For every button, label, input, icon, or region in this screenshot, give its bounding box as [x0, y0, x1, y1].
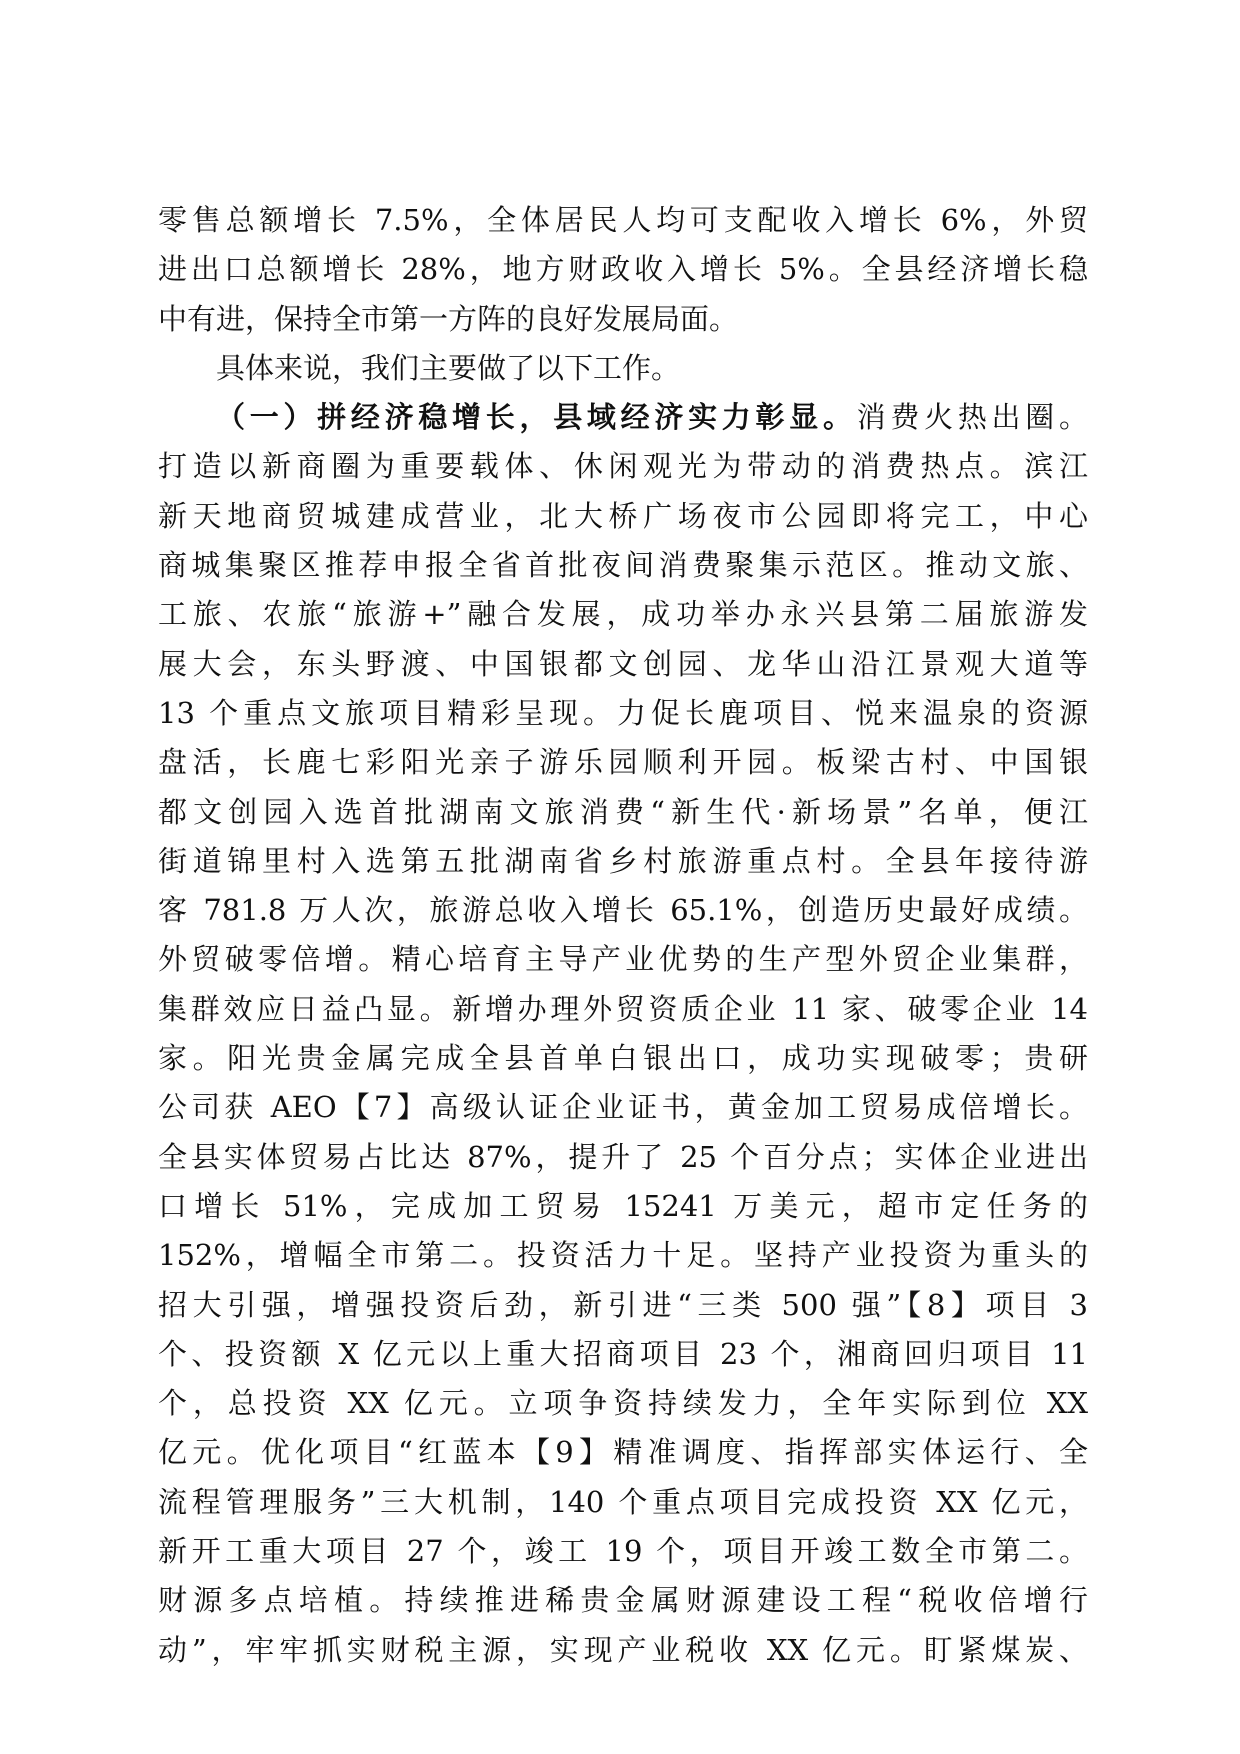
text-line: 亿元。优化项目“红蓝本【9】精准调度、指挥部实体运行、全	[158, 1435, 1088, 1470]
text-line: 集群效应日益凸显。新增办理外贸资质企业 11 家、破零企业 14	[158, 991, 1088, 1026]
text-line: 招大引强，增强投资后劲，新引进“三类 500 强”【8】项目 3	[158, 1287, 1088, 1322]
body-text	[158, 196, 1088, 1675]
paragraph-intro: 具体来说，我们主要做了以下工作。	[216, 350, 681, 385]
text-line: 打造以新商圈为重要载体、休闲观光为带动的消费热点。滨江	[158, 449, 1088, 484]
text-line: 客 781.8 万人次，旅游总收入增长 65.1%，创造历史最好成绩。	[158, 893, 1088, 928]
text-line: 家。阳光贵金属完成全县首单白银出口，成功实现破零；贵研	[158, 1041, 1088, 1076]
text-line: 消费火热出圈。	[856, 400, 1088, 435]
text-line: 动”，牢牢抓实财税主源，实现产业税收 XX 亿元。盯紧煤炭、	[158, 1632, 1088, 1667]
section-heading-line	[158, 393, 1088, 442]
text-line: 152%，增幅全市第二。投资活力十足。坚持产业投资为重头的	[158, 1238, 1088, 1273]
text-line: 新开工重大项目 27 个，竣工 19 个，项目开竣工数全市第二。	[158, 1534, 1088, 1569]
text-line: 工旅、农旅“旅游+”融合发展，成功举办永兴县第二届旅游发	[158, 597, 1088, 632]
text-line: 盘活，长鹿七彩阳光亲子游乐园顺利开园。板梁古村、中国银	[158, 745, 1088, 780]
text-line: 流程管理服务”三大机制，140 个重点项目完成投资 XX 亿元，	[158, 1484, 1088, 1519]
text-line: 公司获 AEO【7】高级认证企业证书，黄金加工贸易成倍增长。	[158, 1090, 1088, 1125]
text-line: 进出口总额增长 28%，地方财政收入增长 5%。全县经济增长稳	[158, 252, 1088, 287]
text-line: 都文创园入选首批湖南文旅消费“新生代·新场景”名单，便江	[158, 794, 1088, 829]
text-line: 全县实体贸易占比达 87%，提升了 25 个百分点；实体企业进出	[158, 1139, 1088, 1174]
text-line: 商城集聚区推荐申报全省首批夜间消费聚集示范区。推动文旅、	[158, 548, 1088, 583]
text-line: 中有进，保持全市第一方阵的良好发展局面。	[158, 301, 739, 336]
text-line: 零售总额增长 7.5%，全体居民人均可支配收入增长 6%，外贸	[158, 203, 1088, 237]
text-line: 新天地商贸城建成营业，北大桥广场夜市公园即将完工，中心	[158, 498, 1088, 533]
text-line: 13 个重点文旅项目精彩呈现。力促长鹿项目、悦来温泉的资源	[158, 695, 1088, 730]
text-line: 外贸破零倍增。精心培育主导产业优势的生产型外贸企业集群，	[158, 942, 1088, 977]
text-line: 口增长 51%，完成加工贸易 15241 万美元，超市定任务的	[158, 1188, 1088, 1223]
text-line: 展大会，东头野渡、中国银都文创园、龙华山沿江景观大道等	[158, 646, 1088, 681]
section-heading: （一）拼经济稳增长，县域经济实力彰显。	[216, 400, 857, 435]
text-line: 财源多点培植。持续推进稀贵金属财源建设工程“税收倍增行	[158, 1583, 1088, 1618]
text-line: 个，总投资 XX 亿元。立项争资持续发力，全年实际到位 XX	[158, 1386, 1088, 1421]
text-line: 个、投资额 X 亿元以上重大招商项目 23 个，湘商回归项目 11	[158, 1336, 1088, 1371]
text-line: 街道锦里村入选第五批湖南省乡村旅游重点村。全县年接待游	[158, 843, 1088, 878]
